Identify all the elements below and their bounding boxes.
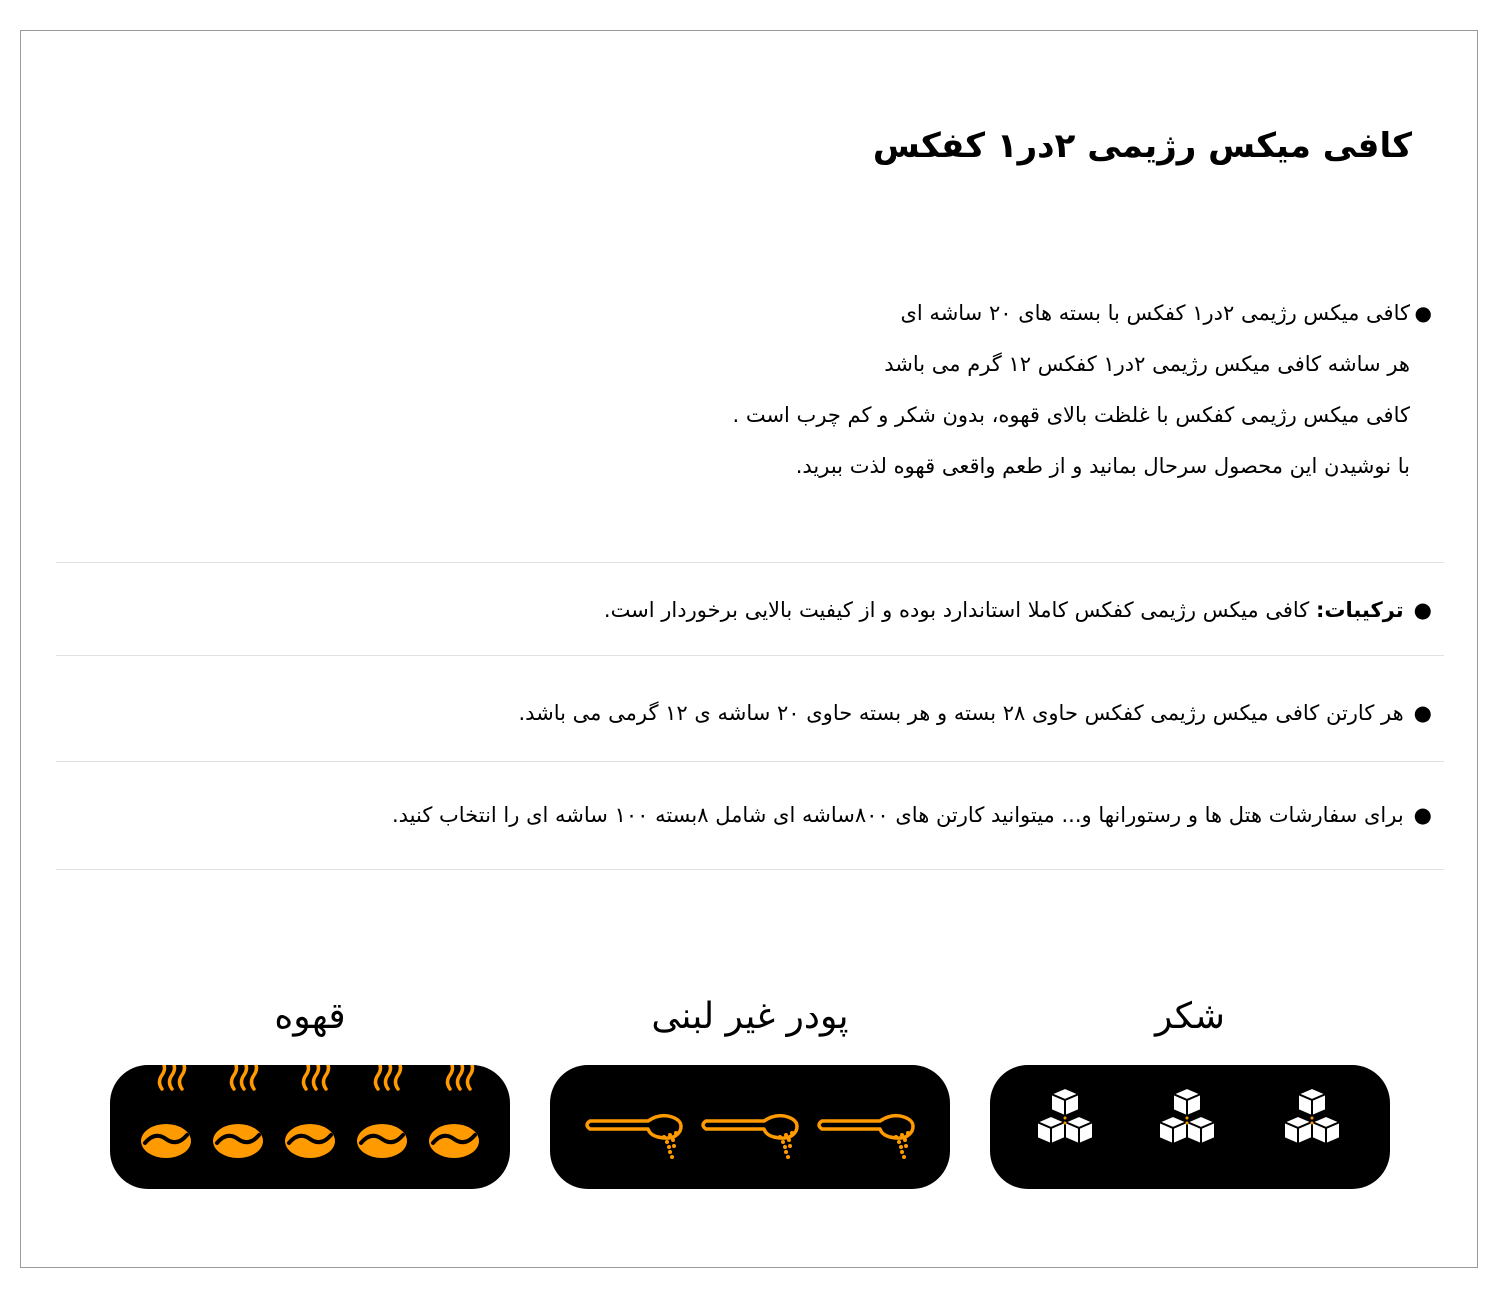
ingredients-row xyxy=(52,598,1432,622)
sugar-cubes-icon xyxy=(1037,1088,1093,1144)
coffee-beans xyxy=(110,1065,510,1189)
divider xyxy=(56,869,1444,870)
bullet-dot: ● xyxy=(1413,701,1432,725)
sugar-cubes-icon xyxy=(1284,1088,1340,1144)
spoon-powder-icon xyxy=(819,1116,913,1159)
bullet-dot: ● xyxy=(1413,598,1432,622)
intro-line-text: کافی میکس رژیمی ۲در۱ کفکس با بسته های ۲۰ ساشه ای xyxy=(900,301,1410,325)
coffee-bean-icon xyxy=(213,1065,263,1158)
coffee-bean-icon xyxy=(429,1065,479,1158)
intro-line-text: با نوشیدن این محصول سرحال بمانید و از طعم واقعی قهوه لذت ببرید. xyxy=(795,454,1410,478)
ingredients-label: ترکیبات: xyxy=(1315,598,1404,622)
intro-line-text: هر ساشه کافی میکس رژیمی ۲در۱ کفکس ۱۲ گرم می باشد xyxy=(884,352,1410,376)
divider xyxy=(56,761,1444,762)
sugar-cubes xyxy=(990,1065,1390,1189)
bullet-dot: ● xyxy=(1414,301,1432,325)
ingredients-text: کافی میکس رژیمی کفکس کاملا استاندارد بوده و از کیفیت بالایی برخوردار است. xyxy=(603,598,1316,622)
bullet-dot: ● xyxy=(1413,803,1432,827)
spoon-powder-icon xyxy=(587,1116,681,1159)
page-title: کافی میکس رژیمی ۲در۱ کفکس xyxy=(872,126,1412,166)
ingredient-label-creamer: پودر غیر لبنی xyxy=(651,996,849,1037)
divider xyxy=(56,562,1444,563)
spoon-powder-icon xyxy=(703,1116,797,1159)
coffee-bean-icon xyxy=(285,1065,335,1158)
coffee-indicator xyxy=(110,1065,510,1189)
creamer-indicator xyxy=(550,1065,950,1189)
product-intro xyxy=(432,288,1432,492)
ingredient-label-sugar: شکر xyxy=(1155,996,1225,1037)
coffee-bean-icon xyxy=(141,1065,191,1158)
carton-text: هر کارتن کافی میکس رژیمی کفکس حاوی ۲۸ بسته و هر بسته حاوی ۲۰ ساشه ی ۱۲ گرمی می باشد. xyxy=(518,701,1404,725)
hotel-row xyxy=(52,803,1432,827)
intro-line xyxy=(432,390,1432,441)
coffee-bean-icon xyxy=(357,1065,407,1158)
intro-line xyxy=(432,441,1432,492)
divider xyxy=(56,655,1444,656)
intro-line-text: کافی میکس رژیمی کفکس با غلظت بالای قهوه، بدون شکر و کم چرب است . xyxy=(732,403,1410,427)
sugar-indicator xyxy=(990,1065,1390,1189)
intro-line xyxy=(432,339,1432,390)
hotel-text: برای سفارشات هتل ها و رستورانها و... میتوانید کارتن های ۸۰۰ساشه ای شامل ۸بسته ۱۰۰ ساشه ای را انتخاب کنید. xyxy=(391,803,1404,827)
creamer-spoons xyxy=(550,1065,950,1189)
sugar-cubes-icon xyxy=(1159,1088,1215,1144)
ingredient-label-coffee: قهوه xyxy=(274,996,346,1037)
intro-line xyxy=(432,288,1432,339)
carton-row xyxy=(52,701,1432,725)
